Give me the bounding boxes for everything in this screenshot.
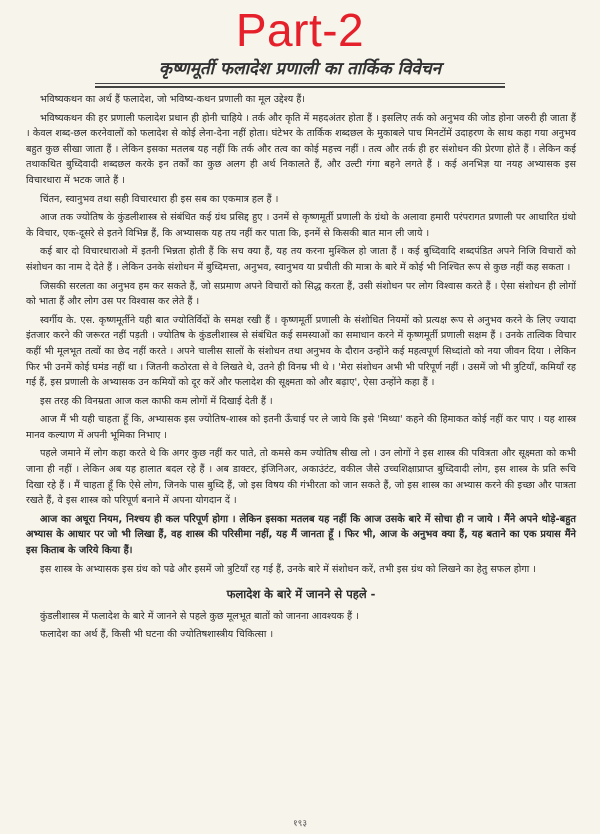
paragraph: कई बार दो विचारधाराओ में इतनी भिन्नता होती हैं कि सच क्या हैं, यह तय करना मुश्किल हो जाता हैं । कई बुध्दिवादि शब्दपंडित अपने निजि विचारों को संशोधन का नाम दे देते हैं । लेकिन उनके संशोधन में बुध्दिमत्ता, अनुभव, स्वानुभव या प्रचीती की मात्रा के बारे में कोई भी निश्चित रूप से कुछ नहीं कह सकता । <box>26 246 576 273</box>
part-label: Part-2 <box>235 4 365 56</box>
document-body <box>26 92 576 646</box>
page-title: कृष्णमूर्ती फलादेश प्रणाली का तार्किक विवेचन <box>158 59 442 79</box>
paragraph: पहले जमाने में लोग कहा करते थे कि अगर कुछ नहीं कर पाते, तो कमसे कम ज्योतिष सीख लो । उन लोगों ने इस शास्त्र की पवित्रता और सूक्ष्मता को कभी जाना ही नहीं । लेकिन अब यह हालात बदल रहे हैं । अब डाक्टर, इंजिनिअर, अकाउंटंट, वकील जैसे उच्चशिक्षाप्राप्त बुध्दिवादी लोग, इस शास्त्र के प्रति रूचि दिखा रहे हैं । मैं चाहता हूँ कि ऐसे लोग, जिनके पास बुध्दि हैं, जो इस विषय की गंभीरता को जान सकते हैं, जो इस शास्त्र का अभ्यास करने की इच्छा और पात्रता रखते हैं, वे इस शास्त्र को परिपूर्ण बनाने में अपना योगदान दें । <box>26 448 576 507</box>
section-paragraph: कुंडलीशास्त्र में फलादेश के बारे में जानने से पहले कुछ मूलभूत बातों को जानना आवश्यक हैं । <box>40 610 359 622</box>
paragraph: भविष्यकथन का अर्थ हैं फलादेश, जो भविष्य-कथन प्रणाली का मूल उद्देश्य हैं। <box>40 94 306 105</box>
paragraph: भविष्यकथन की हर प्रणाली फलादेश प्रधान ही होनी चाहिये । तर्क और कृति में महदअंतर होता हैं । इसलिए तर्क को अनुभव की जोड होना जरुरी ही जाता हैं । केवल शब्द-छल करनेवालों को फलादेश से कोई लेना-देना नहीं होता। घंटेभर के तार्किक शब्दछल के मुकाबले पाच मिनटोंमें उदाहरण के साथ कहा गया अनुभव बहुत कुछ सीखा जाता हैं । लेकिन इसका मतलब यह नहीं कि तर्क और तत्व का कोई महत्त्व नहीं । तत्व और तर्क ही हर संशोधन की प्रेरणा होते हैं । लेकिन कई तथाकथित बुध्दिवादी शब्दछल करके इन तर्कों का कुछ अलग ही अर्थ निकालते हैं, और उल्टी गंगा बहने लगते हैं । कई अनभिज्ञ या नयह अभ्यासक इस विचारधारा में भटक जाते हैं । <box>26 112 576 186</box>
paragraph: स्वर्गीय के. एस. कृष्णमूर्तीने यही बात ज्योतिर्विदों के समक्ष रखी हैं । कृष्णमूर्ती प्रणाली के संशोधित नियमों को प्रत्यक्ष रूप से अनुभव करने के लिए ज्यादा इंतजार करने की जरूरत नहीं पड़ती । ज्योतिष के कुंडलीशास्त्र से संबंधित कई समस्याओं का समाधान करने में कृष्णमूर्ती प्रणाली सक्षम हैं । उनके तात्विक विचार कहीं भी मूलभूत तत्वों का छेद नहीं करते । अपने चालीस सालों के संशोधन तथा अनुभव के दौरान उन्होंने कई महत्वपूर्ण सिध्दांतो को नया जीवन दिया । लेकिन फिर भी उनमें कोई घमंड नहीं था । जितनी कठोरता से वे लिखते थे, उतने ही विनम्र भी थे । 'मेरा संशोधन अभी भी परिपूर्ण नहीं । उसमें जो भी त्रुटियाँ, कमियाँ रह गई हैं, इस प्रणाली के अभ्यासक उन कमियों को दूर करें और फलादेश की सूक्ष्मता को और बढ़ाए', ऐसा उन्होंने कहा हैं । <box>26 314 576 389</box>
section-paragraph: फलादेश का अर्थ हैं, किसी भी घटना की ज्योतिषशास्त्रीय चिकित्सा । <box>40 629 274 641</box>
paragraph: जिसकी सरलता का अनुभव हम कर सकते हैं, जो सप्रमाण अपने विचारों को सिद्ध करता हैं, उसी संशोधन पर लोग विश्वास करते हैं । ऐसा संशोधन ही लोगों को भाता हैं और लोग उस पर विश्वास कर लेते हैं । <box>26 280 576 308</box>
title-underline-double <box>95 86 505 88</box>
paragraph: आज मैं भी यही चाहता हूँ कि, अभ्यासक इस ज्योतिष-शास्त्र को इतनी ऊँचाई पर ले जाये कि इसे 'मिथ्या' कहने की हिमाकत कोई नहीं कर पाए । यह शास्त्र मानव कल्याण में अपनी भूमिका निभाए । <box>26 414 576 441</box>
paragraph: चिंतन, स्वानुभव तथा सही विचारधारा ही इस सब का एकमात्र हल हैं । <box>40 193 279 205</box>
section-heading: फलादेश के बारे में जानने से पहले - <box>226 587 376 602</box>
paragraph: आज तक ज्योतिष के कुंडलीशास्त्र से संबंधित कई ग्रंथ प्रसिद्द हुए । उनमें से कृष्णमूर्ती प्रणाली के ग्रंथो के अलावा हमारी परंपरागत प्रणाली पर आधारित ग्रंथो के विचार, एक-दूसरे से इतने विभिन्न हैं, कि अभ्यासक यह तय नहीं कर पाता कि, इनमें से किसकी बात मान ली जाये । <box>26 212 576 239</box>
bold-paragraph: आज का अधूरा नियम, निश्चय ही कल परिपूर्ण होगा । लेकिन इसका मतलब यह नहीं कि आज उसके बारे में सोचा ही न जाये । मैंने अपने थोड़े-बहुत अभ्यास के आधार पर जो भी लिखा हैं, वह शास्त्र की परिसीमा नहीं, यह मैं जानता हूँ । फिर भी, आज के अनुभव क्या हैं, यह बताने का एक प्रयास मैंने इस किताब के जरिये किया हैं। <box>26 513 576 557</box>
title-underline <box>95 83 505 84</box>
paragraph: इस तरह की विनम्रता आज कल काफी कम लोगों में दिखाई देती हैं । <box>40 395 273 407</box>
closing-paragraph: इस शास्त्र के अभ्यासक इस ग्रंथ को पढे और इसमें जो त्रुटियाँ रह गई हैं, उनके बारे में संशोधन करें, तभी इस ग्रंथ को लिखने का हेतु सफल होगा । <box>40 563 536 575</box>
page-number: १९३ <box>292 819 308 829</box>
